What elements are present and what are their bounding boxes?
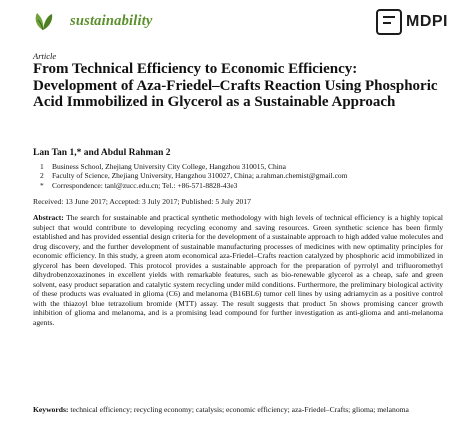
abstract-text: The search for sustainable and practical synthetic methodology with high levels of technical efficiency is a highly topical subject that would contribute to developing recycling economy and saving resources. Green synthetic science has been firmly established and has provided essential design criteria for the development of a sustainable approach to high added value molecules and drug discovery, and the further development of sustainable manufacturing processes of medicines with new optimality principles for economic efficiency. In this study, a green atom economical aza-Friedel–Crafts reaction catalyzed by phosphoric acid immobilized in glycerol has been developed. This protocol provides a sustainable approach for the preparation of pyrrolyl and trifluoromethyl dihydrobenzoxazinones in excellent yields with remarkable features, such as bio-renewable glycerol as a cheap, safe and green solvent, easy product separation and catalytic system recycling under mild conditions. Furthermore, the preliminary biological activity of these products was evaluated in glioma (C6) and melanoma (B16BL6) tumor cell lines by using adriamycin as a positive control with the thiazoyl blue tetrazolium bromide (MTT) assay. The result suggests that product 5n shows promising cancer growth inhibition of glioma and melanoma, and is a promising lead compound for further investigation as anti-glioma and anti-melanoma agents. (33, 213, 443, 328)
article-type: Article (33, 51, 57, 61)
publication-dates: Received: 13 June 2017; Accepted: 3 July 2017; Published: 5 July 2017 (33, 197, 251, 206)
authors: Lan Tan 1,* and Abdul Rahman 2 (33, 148, 171, 158)
sustainability-logo-icon (32, 10, 54, 32)
correspondence-text: Correspondence: tanl@zucc.edu.cn; Tel.: +86-571-8828-43e3 (52, 180, 238, 190)
affiliation-mark: 1 (40, 162, 44, 171)
abstract (33, 213, 443, 328)
affiliation-2 (40, 171, 450, 180)
mdpi-logo-icon (376, 9, 402, 35)
keywords (33, 405, 443, 415)
affiliation-text: Business School, Zhejiang University City College, Hangzhou 310015, China (52, 162, 286, 171)
affiliations (40, 162, 450, 190)
affiliation-mark: 2 (40, 171, 44, 181)
correspondence (40, 181, 450, 190)
affiliation-text: Faculty of Science, Zhejiang University, Hangzhou 310027, China; a.rahman.chemist@gmail.com (52, 171, 348, 181)
publisher-name: MDPI (406, 13, 448, 30)
keywords-label: Keywords: (33, 405, 69, 414)
journal-header (30, 8, 450, 48)
journal-name: sustainability (70, 13, 153, 29)
keywords-text: technical efficiency; recycling economy; catalysis; economic efficiency; aza-Friedel–Crafts; glioma; melanoma (70, 405, 409, 414)
affiliation-1 (40, 162, 450, 171)
affiliation-mark: * (40, 180, 44, 190)
paper-title: From Technical Efficiency to Economic Efficiency: Development of Aza-Friedel–Crafts Reaction Using Phosphoric Acid Immobilized in Glycerol as a Sustainable Approach (33, 61, 438, 110)
publisher-logo (376, 9, 448, 35)
abstract-label: Abstract: (33, 213, 64, 222)
